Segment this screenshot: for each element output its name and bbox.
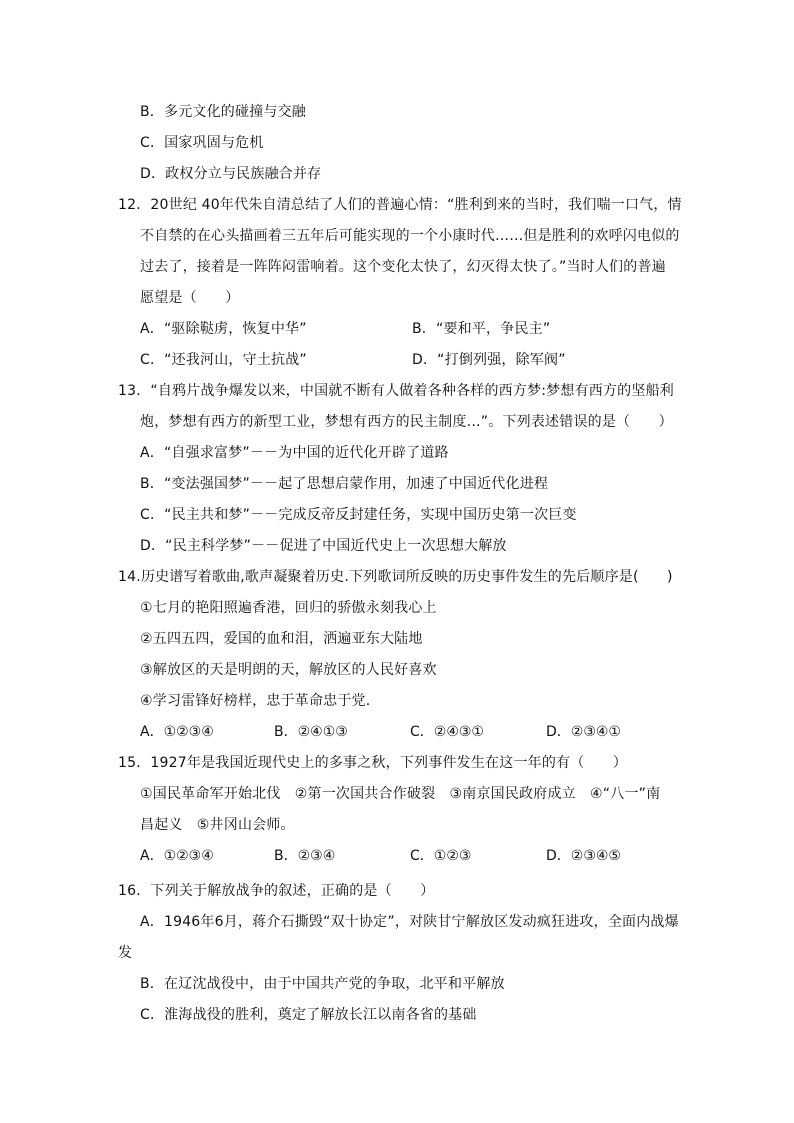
q12-option-c: C．“还我河山，守土抗战” xyxy=(140,352,307,368)
q16-option-a-line-1: A．1946年6月，蒋介石撕毁“双十协定”，对陕甘宁解放区发动疯狂进攻，全面内战爆 xyxy=(140,914,679,930)
q13-option-d: D．“民主科学梦”－－促进了中国近代史上一次思想大解放 xyxy=(140,538,507,554)
q12-option-d: D．“打倒列强，除军阀” xyxy=(412,352,566,368)
q13-option-a: A．“自强求富梦”－－为中国的近代化开辟了道路 xyxy=(140,445,449,461)
q12-option-a: A．“驱除鞑虏，恢复中华” xyxy=(140,321,307,337)
q12-stem-line-1: 12．20世纪 40年代朱自清总结了人们的普遍心情：“胜利到来的当时，我们喘一口气，情 xyxy=(118,197,682,213)
q13-stem-line-1: 13．“自鸦片战争爆发以来，中国就不断有人做着各种各样的西方梦:梦想有西方的坚船利 xyxy=(118,383,674,399)
q14-item-2: ②五四五四，爱国的血和泪，洒遍亚东大陆地 xyxy=(140,631,423,647)
q11-option-d: D．政权分立与民族融合并存 xyxy=(140,166,322,182)
q15-option-b: B．②③④ xyxy=(274,848,336,864)
q14-option-b: B．②④①③ xyxy=(274,724,348,740)
q15-option-a: A．①②③④ xyxy=(140,848,214,864)
q13-stem-line-2: 炮，梦想有西方的新型工业，梦想有西方的民主制度…”。下列表述错误的是（ ） xyxy=(140,414,673,430)
q13-option-c: C．“民主共和梦”－－完成反帝反封建任务，实现中国历史第一次巨变 xyxy=(140,507,577,523)
q12-stem-line-3: 过去了，接着是一阵阵闷雷响着。这个变化太快了，幻灭得太快了。”当时人们的普遍 xyxy=(140,259,666,275)
q14-option-c: C．②④③① xyxy=(410,724,484,740)
q14-option-a: A．①②③④ xyxy=(140,724,214,740)
q16-stem: 16．下列关于解放战争的叙述，正确的是（ ） xyxy=(118,883,435,899)
q11-option-c: C．国家巩固与危机 xyxy=(140,135,264,151)
q12-stem-line-2: 不自禁的在心头描画着三五年后可能实现的一个小康时代……但是胜利的欢呼闪电似的 xyxy=(140,228,680,244)
q15-items-line-1: ①国民革命军开始北伐 ②第一次国共合作破裂 ③南京国民政府成立 ④“八一”南 xyxy=(140,786,661,802)
q15-option-c: C．①②③ xyxy=(410,848,472,864)
q16-option-c: C．淮海战役的胜利，奠定了解放长江以南各省的基础 xyxy=(140,1007,477,1023)
q15-stem: 15．1927年是我国近现代史上的多事之秋，下列事件发生在这一年的有（ ） xyxy=(118,755,628,771)
q14-stem: 14.历史谱写着歌曲,歌声凝聚着历史.下列歌词所反映的历史事件发生的先后顺序是( ) xyxy=(118,569,673,585)
q16-option-b: B．在辽沈战役中，由于中国共产党的争取，北平和平解放 xyxy=(140,976,505,992)
q11-option-b: B．多元文化的碰撞与交融 xyxy=(140,104,307,120)
q15-items-line-2: 昌起义 ⑤井冈山会师。 xyxy=(140,817,295,833)
q14-options-row xyxy=(140,723,680,741)
q12-stem-line-4: 愿望是（ ） xyxy=(140,290,240,306)
q14-option-d: D．②③④① xyxy=(546,724,621,740)
q13-option-b: B．“变法强国梦”－－起了思想启蒙作用，加速了中国近代化进程 xyxy=(140,476,549,492)
q15-options-row xyxy=(140,847,680,865)
q15-option-d: D．②③④⑤ xyxy=(546,848,621,864)
q16-option-a-line-2: 发 xyxy=(118,945,133,961)
q14-item-1: ①七月的艳阳照遍香港，回归的骄傲永刻我心上 xyxy=(140,600,437,616)
q14-item-4: ④学习雷锋好榜样，忠于革命忠于党. xyxy=(140,693,371,709)
q12-option-b: B．“要和平，争民主” xyxy=(412,321,551,337)
q14-item-3: ③解放区的天是明朗的天，解放区的人民好喜欢 xyxy=(140,662,437,678)
